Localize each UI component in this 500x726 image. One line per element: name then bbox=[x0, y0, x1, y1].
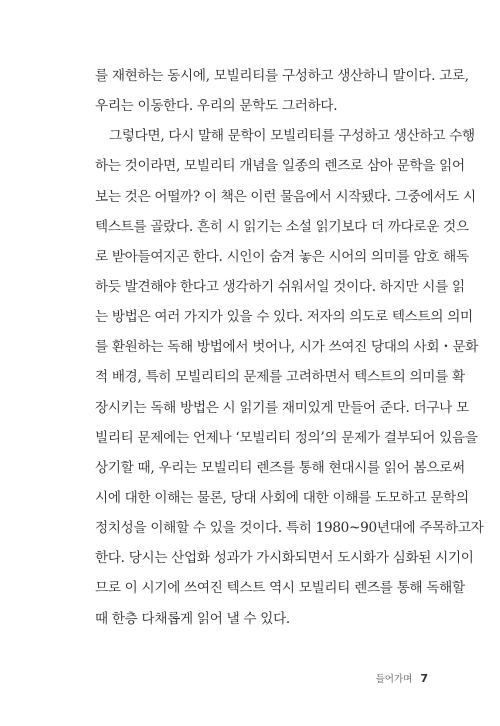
text-line: 므로 이 시기에 쓰여진 텍스트 역시 모빌리티 렌즈를 통해 독해할 bbox=[95, 580, 465, 597]
body-text bbox=[95, 61, 484, 634]
text-line: 를 재현하는 동시에, 모빌리티를 구성하고 생산하니 말이다. 고로, bbox=[95, 68, 469, 84]
text-line: 빌리티 문제에는 언제나 ‘모빌리티 정의’의 문제가 결부되어 있음을 bbox=[95, 429, 478, 446]
text-line: 로 받아들여지곤 한다. 시인이 숨겨 놓은 시어의 의미를 암호 해독 bbox=[95, 248, 469, 265]
text-line: 장시키는 독해 방법은 시 읽기를 재미있게 만들어 준다. 더구나 모 bbox=[95, 399, 469, 416]
running-footer-chapter-title: 들어가며 bbox=[375, 674, 413, 685]
text-line: 보는 것은 어떨까? 이 책은 이런 물음에서 시작됐다. 그중에서도 시 bbox=[95, 188, 476, 205]
text-line: 텍스트를 골랐다. 흔히 시 읽기는 소설 읽기보다 더 까다로운 것으 bbox=[95, 218, 469, 235]
text-line: 를 환원하는 독해 방법에서 벗어나, 시가 쓰여진 당대의 사회・문화 bbox=[95, 339, 479, 356]
text-line: 하는 것이라면, 모빌리티 개념을 일종의 렌즈로 삼아 문학을 읽어 bbox=[95, 158, 465, 175]
text-line: 적 배경, 특히 모빌리티의 문제를 고려하면서 텍스트의 의미를 확 bbox=[95, 369, 465, 386]
text-line: 우리는 이동한다. 우리의 문학도 그러하다. bbox=[95, 98, 338, 115]
text-line: 정치성을 이해할 수 있을 것이다. 특히 1980~90년대에 주목하고자 bbox=[95, 520, 484, 537]
text-line: 는 방법은 여러 가지가 있을 수 있다. 저자의 의도로 텍스트의 의미 bbox=[95, 309, 473, 326]
text-line: 하듯 발견해야 한다고 생각하기 쉬워서일 것이다. 하지만 시를 읽 bbox=[95, 278, 465, 295]
text-line: 그렇다면, 다시 말해 문학이 모빌리티를 구성하고 생산하고 수행 bbox=[109, 128, 475, 145]
text-line: 때 한층 다채롭게 읽어 낼 수 있다. bbox=[95, 610, 290, 627]
page-footer bbox=[376, 671, 428, 685]
page-number: 7 bbox=[420, 672, 428, 685]
text-line: 한다. 당시는 산업화 성과가 가시화되면서 도시화가 심화된 시기이 bbox=[95, 550, 474, 567]
text-line: 상기할 때, 우리는 모빌리티 렌즈를 통해 현대시를 읽어 봄으로써 bbox=[95, 459, 465, 476]
text-line: 시에 대한 이해는 물론, 당대 사회에 대한 이해를 도모하고 문학의 bbox=[95, 489, 469, 506]
